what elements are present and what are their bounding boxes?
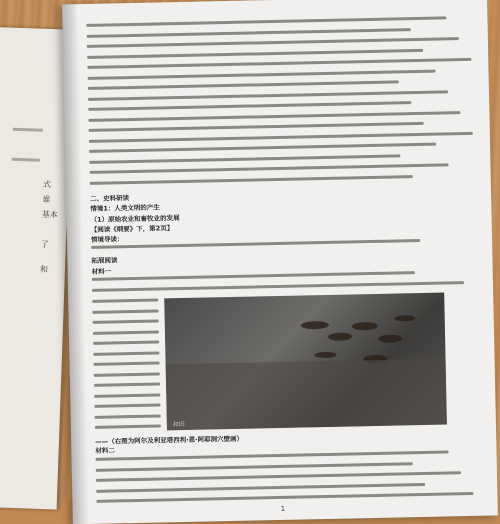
- book-page: [62, 0, 498, 524]
- left-page-char: 了: [40, 239, 49, 250]
- text-line: [94, 382, 162, 389]
- text-line-ink: [96, 482, 424, 492]
- text-line: [93, 351, 161, 358]
- text-line-ink: [93, 319, 159, 323]
- left-page-char: 基本: [41, 209, 59, 220]
- cave-painting-photo: [164, 293, 447, 431]
- text-line-ink: [87, 28, 410, 38]
- text-line-ink: [90, 175, 412, 185]
- text-line: [94, 393, 162, 400]
- text-line: [95, 414, 163, 421]
- figure-reference: ——（右图为阿尔及利亚塔西利·恩·阿耶洞穴壁画）: [95, 434, 244, 446]
- text-line: [92, 298, 160, 305]
- text-line-ink: [95, 414, 161, 418]
- text-line-ink: [87, 48, 422, 58]
- text-line-ink: [95, 424, 161, 428]
- material-one-label: 材料一: [91, 267, 112, 276]
- text-line-ink: [93, 351, 159, 355]
- left-page-char: 谁: [42, 194, 51, 205]
- text-line-ink: [94, 372, 160, 376]
- text-line-ink: [91, 239, 420, 249]
- text-line: [93, 340, 161, 347]
- text-line: [94, 403, 162, 410]
- text-line: [94, 361, 162, 368]
- left-page-char: 式: [42, 179, 52, 190]
- cave-painting-figures: [164, 293, 447, 431]
- text-line-ink: [92, 309, 158, 313]
- text-line-ink: [94, 393, 160, 397]
- text-line: [94, 372, 162, 379]
- text-line-ink: [93, 330, 159, 334]
- text-line-ink: [96, 450, 449, 460]
- subsection-heading: （1）原始农业和畜牧业的发展: [90, 214, 180, 224]
- text-line-ink: [88, 80, 399, 90]
- extended-reading-heading: 拓展阅读: [91, 256, 118, 265]
- text-line-ink: [93, 340, 159, 344]
- text-line: [92, 309, 160, 316]
- text-line-ink: [92, 271, 415, 281]
- scenario-heading: 情境1：人类文明的产生: [90, 203, 160, 213]
- text-line: [95, 424, 163, 431]
- figure-caption: 和田: [172, 420, 185, 429]
- reading-note: 【阅读《纲要》下，第2页】: [90, 224, 174, 234]
- text-line-ink: [94, 403, 160, 407]
- text-line: [93, 319, 161, 326]
- text-line-ink: [92, 299, 158, 303]
- text-line-ink: [89, 154, 399, 164]
- text-line: [93, 330, 161, 337]
- page-number: 1: [280, 504, 286, 513]
- intro-label: 情境导读：: [90, 235, 124, 244]
- text-line-ink: [94, 382, 160, 386]
- text-line-ink: [86, 16, 446, 27]
- text-line-ink: [89, 122, 424, 132]
- text-line-ink: [96, 462, 412, 472]
- text-line-ink: [94, 361, 160, 365]
- section-heading: 二、史料研读: [90, 194, 130, 203]
- text-line: [91, 238, 476, 252]
- material-two-label: 材料二: [95, 446, 115, 455]
- text-line-ink: [88, 101, 411, 111]
- left-page-char: 和: [39, 264, 49, 275]
